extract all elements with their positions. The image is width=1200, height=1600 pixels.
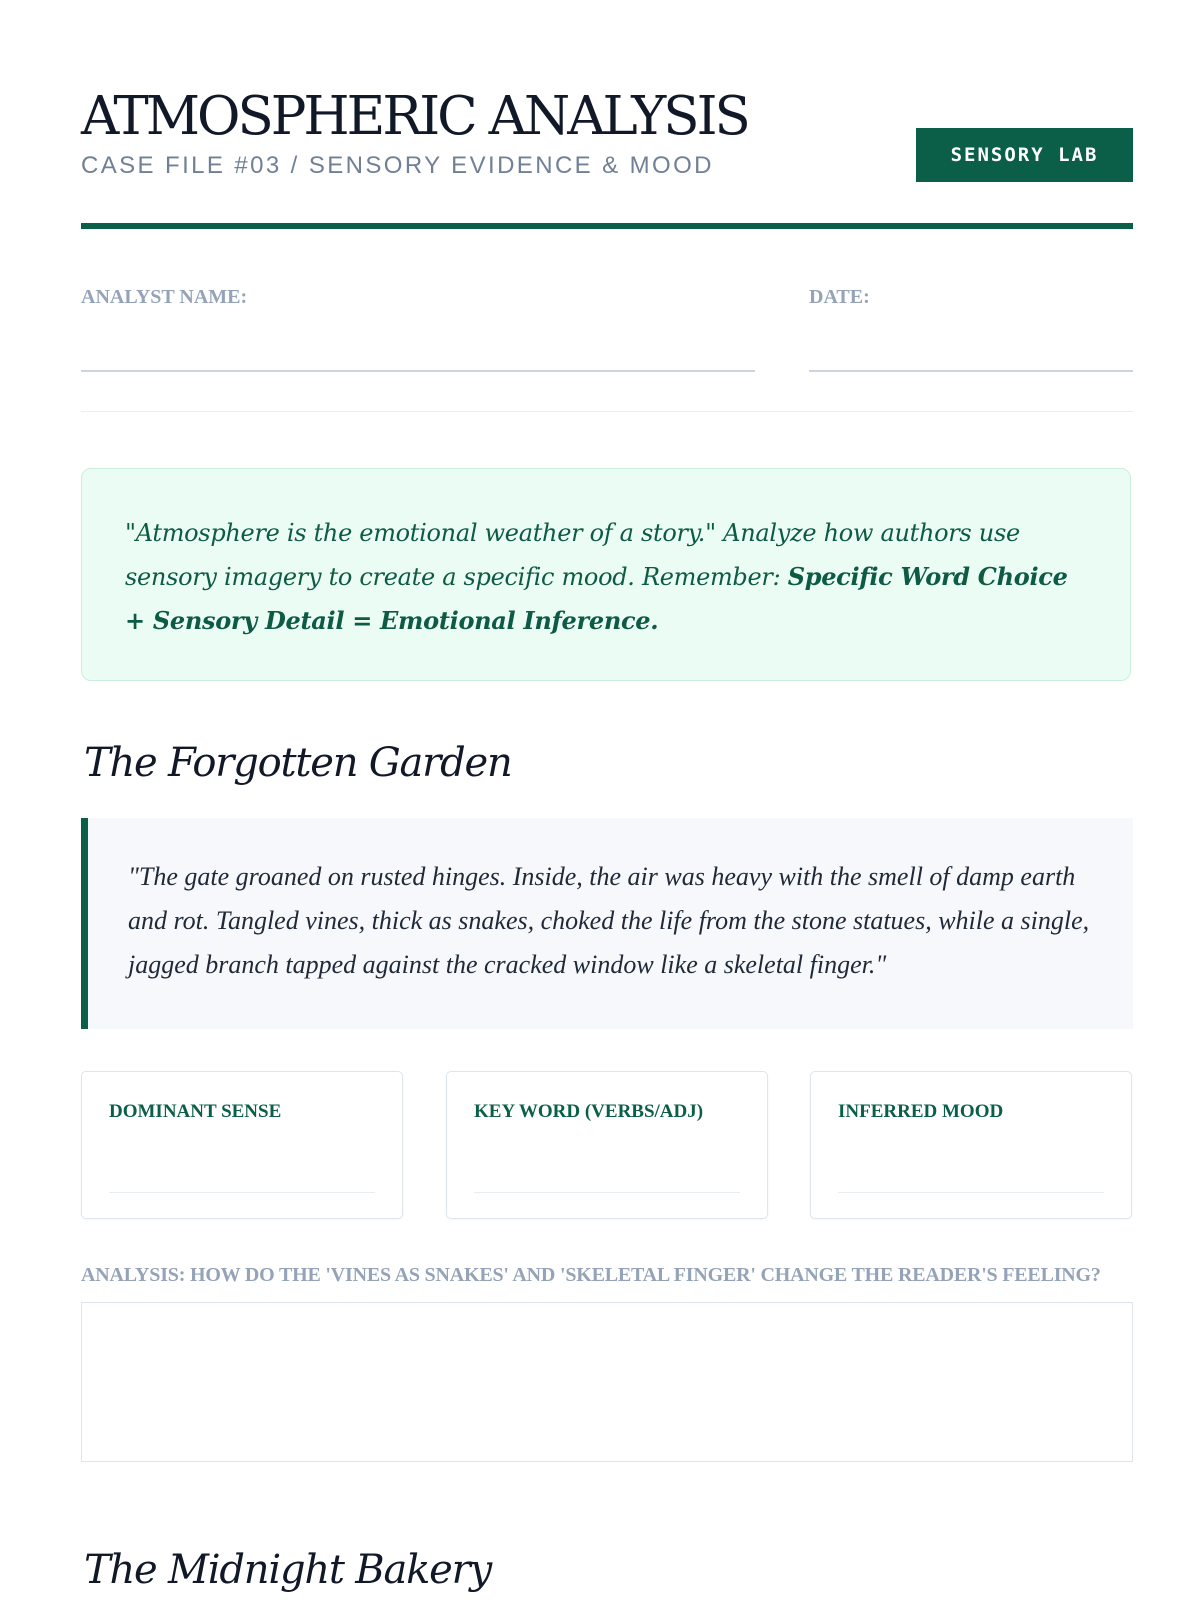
page-subtitle: CASE FILE #03 / SENSORY EVIDENCE & MOOD [81,152,714,179]
passage-forgotten-garden [81,818,1133,1029]
section-title-midnight-bakery: The Midnight Bakery [84,1547,491,1593]
page-title: ATMOSPHERIC ANALYSIS [81,86,748,147]
header-divider [81,223,1133,229]
analysis-prompt: ANALYSIS: HOW DO THE 'VINES AS SNAKES' AND 'SKELETAL FINGER' CHANGE THE READER'S FEELING? [81,1264,1101,1286]
callout-formula: Specific Word Choice + Sensory Detail = Emotional Inference. [125,562,1068,635]
callout-intro: "Atmosphere is the emotional weather of a story." Analyze how authors use sensory imagery to create a specific mood. Remember: [125,519,1020,591]
section-divider [81,411,1133,412]
callout-text [125,511,1085,643]
dominant-sense-answer-line[interactable] [109,1192,375,1193]
date-field[interactable] [809,286,1133,309]
worksheet-header [81,86,1133,231]
sensory-lab-badge: SENSORY LAB [916,128,1133,182]
analyst-name-line[interactable] [81,370,755,372]
date-label: DATE: [809,286,870,308]
inferred-mood-card[interactable] [810,1071,1132,1219]
passage-text: "The gate groaned on rusted hinges. Inside, the air was heavy with the smell of damp earth and rot. Tangled vines, thick as snakes, choked the life from the stone statues, while a single, jagged branch tapped against the cracked window like a skeletal finger." [128,862,1090,979]
inferred-mood-answer-line[interactable] [838,1192,1104,1193]
section-title-forgotten-garden: The Forgotten Garden [84,740,512,786]
key-word-answer-line[interactable] [474,1192,740,1193]
instruction-callout [81,468,1131,681]
analysis-answer-box[interactable] [81,1302,1133,1462]
date-line[interactable] [809,370,1133,372]
inferred-mood-label: INFERRED MOOD [838,1101,1004,1122]
analyst-name-label: ANALYST NAME: [81,286,248,308]
key-word-card[interactable] [446,1071,768,1219]
dominant-sense-card[interactable] [81,1071,403,1219]
analyst-name-field[interactable] [81,286,755,309]
dominant-sense-label: DOMINANT SENSE [109,1101,282,1122]
key-word-label: KEY WORD (VERBS/ADJ) [474,1101,704,1122]
